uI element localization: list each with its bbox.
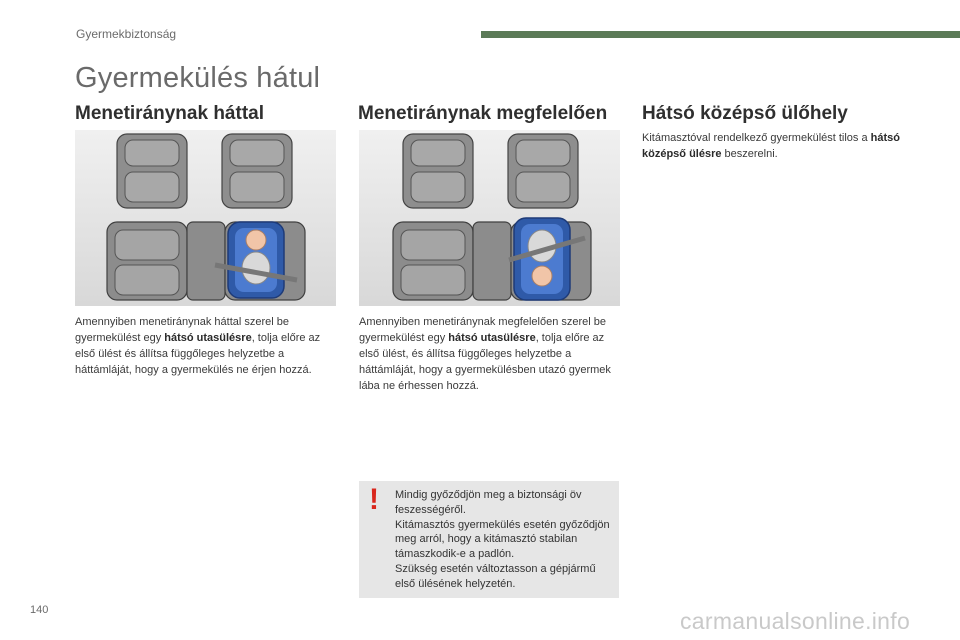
watermark: carmanualsonline.info [680,608,911,634]
header-accent-bar [481,31,960,38]
text-forward-facing-part-1: Amennyiben menetiránynak megfelelően szerel be gyermekülést egy [359,316,607,344]
exclamation-icon: ! [369,483,379,516]
text-forward-facing [359,314,621,394]
text-rear-facing-part-1: Amennyiben menetiránynak háttal szerel be gyermekülést egy [75,316,290,344]
text-rear-center-part-2: beszerelni. [721,148,778,160]
text-rear-facing-bold: hátsó utasülésre [164,332,252,344]
text-rear-center-part-1: Kitámasztóval rendelkező gyermekülést tilos a [642,132,871,144]
heading-forward-facing: Menetiránynak megfelelően [358,103,608,124]
heading-rear-center: Hátsó középső ülőhely [642,103,848,124]
rear-seat-diagram-forward-facing [359,130,620,306]
text-rear-facing [75,314,337,378]
text-forward-facing-part-2: , tolja előre az első ülést, és állítsa függőleges helyzetbe a háttámláját, hogy a gyermekülésben utazó gyermek lába ne érhessen hozzá. [359,332,611,392]
figure-rear-facing-seat [75,130,336,306]
figure-forward-facing-seat [359,130,620,306]
heading-rear-facing: Menetiránynak háttal [75,103,264,124]
section-label: Gyermekbiztonság [76,27,177,41]
text-rear-center [642,130,910,162]
text-rear-facing-part-2: , tolja előre az első ülést és állítsa függőleges helyzetbe a háttámláját, hogy a gyermekülés ne érjen hozzá. [75,332,321,376]
text-rear-center-bold: hátsó középső ülésre [642,132,901,160]
rear-seat-diagram-rear-facing [75,130,336,306]
page-number: 140 [30,604,49,616]
page-title: Gyermekülés hátul [75,62,321,94]
warning-box [359,481,619,598]
text-forward-facing-bold: hátsó utasülésre [448,332,536,344]
warning-text: Mindig győződjön meg a biztonsági öv feszességéről. Kitámasztós gyermekülés esetén győződjön meg arról, hogy a kitámasztó stabilan támaszkodik-e a padlón. Szükség esetén változtasson a gépjármű első ülésének helyzetén. [395,489,610,590]
